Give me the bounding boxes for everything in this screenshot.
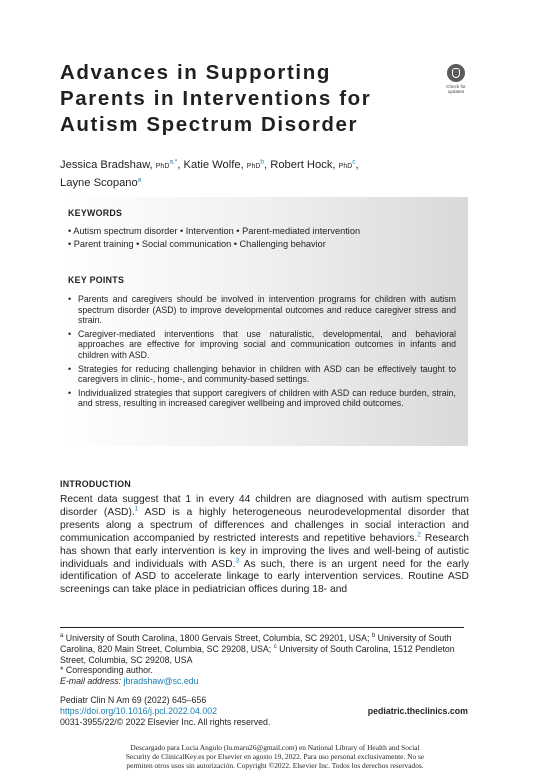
affiliation-marker[interactable]: c <box>352 158 356 166</box>
badge-label: Check for updates <box>446 84 466 94</box>
doi-link[interactable]: https://doi.org/10.1016/j.pcl.2022.04.002 <box>60 706 217 716</box>
footnotes <box>60 633 468 687</box>
copyright-line: 0031-3955/22/© 2022 Elsevier Inc. All rights reserved. <box>60 717 271 727</box>
footnote-divider <box>60 627 464 628</box>
keywords-keypoints-box <box>60 197 468 446</box>
reference-link[interactable]: 2 <box>417 531 421 539</box>
affiliations: $^a$ University of South Carolina, 1800 Gervais Street, Columbia, SC 29201, USA; $^b$ University of South Carolina, 820 Main Street, Columbia, SC 29208, USA; $^c$ University of South Carolina, 1512 Pendleton Street, Columbia, SC 29208, USA <box>60 633 455 665</box>
author-name: , Robert Hock, <box>264 159 336 171</box>
affiliation-marker[interactable]: a <box>137 176 142 184</box>
author-degree: PhD <box>246 163 261 170</box>
journal-info <box>60 695 270 728</box>
author-list <box>60 157 480 191</box>
corresponding-author: * Corresponding author. <box>60 665 153 676</box>
author-name: Layne Scopano <box>60 177 138 189</box>
title-line: Parents in Interventions for <box>60 87 372 110</box>
email-link[interactable]: jbradshaw@sc.edu <box>123 676 199 687</box>
author-name: Jessica Bradshaw, <box>60 159 153 171</box>
journal-website-link[interactable]: pediatric.theclinics.com <box>367 706 468 716</box>
author-degree: PhD <box>155 163 170 170</box>
key-points-list <box>68 294 456 412</box>
email-line: E-mail address: jbradshaw@sc.edu <box>60 676 199 687</box>
keywords-line: • Autism spectrum disorder • Intervention • Parent-mediated intervention <box>68 226 361 236</box>
key-point-item: • Caregiver-mediated interventions that use naturalistic, developmental, and behavioral approaches are effective for improving social and communication outcomes in infants and children with ASD. <box>68 329 456 361</box>
key-points-heading: KEY POINTS <box>68 275 125 285</box>
key-point-item: • Strategies for reducing challenging behavior in children with ASD can be effectively taught to caregivers in clinic-, home-, and community-based settings. <box>68 364 456 385</box>
article-title <box>60 60 420 138</box>
affiliation-marker[interactable]: a,* <box>169 158 178 166</box>
introduction-heading: INTRODUCTION <box>60 479 132 489</box>
reference-link[interactable]: 3 <box>235 557 240 565</box>
title-line: Advances in Supporting <box>60 61 331 84</box>
key-point-item: • Individualized strategies that support caregivers of children with ASD can reduce burden, strain, and stress, resulting in increased caregiver wellbeing and improved child outcomes. <box>68 388 456 409</box>
download-notice: Descargado para Lucia Angulo (lu.maru26@gmail.com) en National Library of Health and Social Security de ClinicalKey.es por Elsevier en agosto 19, 2022. Para uso personal exclusivamente. No se permiten otros usos sin autorización. Copyright ©2022. Elsevier Inc. Todos los derechos reservados. <box>125 743 425 770</box>
author-degree: PhD <box>338 163 353 170</box>
key-point-item: • Parents and caregivers should be involved in intervention programs for children with autism spectrum disorder (ASD) to improve developmental outcomes and reduce caregiver stress and strain. <box>68 294 456 326</box>
check-for-updates-badge[interactable] <box>443 64 469 98</box>
introduction-paragraph: Recent data suggest that 1 in every 44 children are diagnosed with autism spectrum disorder (ASD).$^1$ ASD is a highly heterogeneous neurodevelopmental disorder that presents along a spectrum of differences and challenges in social interaction and communication accompanied by restricted interests and repetitive behaviors.$^2$ Research has shown that early intervention is key in improving the lives and well-being of autistic individuals and individuals with ASD.$^3$ As such, there is an urgent need for the early identification of ASD to accelerate linkage to early intervention services. Routine ASD screenings can take place in pediatrician offices during 18- and <box>60 494 470 596</box>
keywords-heading: KEYWORDS <box>68 208 123 218</box>
author-name: , Katie Wolfe, <box>177 159 244 171</box>
bookmark-icon <box>447 64 465 82</box>
journal-citation: Pediatr Clin N Am 69 (2022) 645–656 <box>60 695 207 705</box>
title-line: Autism Spectrum Disorder <box>60 113 359 136</box>
author-separator: , <box>355 159 359 171</box>
affiliation-marker[interactable]: b <box>260 158 265 166</box>
reference-link[interactable]: 1 <box>134 505 139 513</box>
keywords-line: • Parent training • Social communication • Challenging behavior <box>68 239 326 249</box>
